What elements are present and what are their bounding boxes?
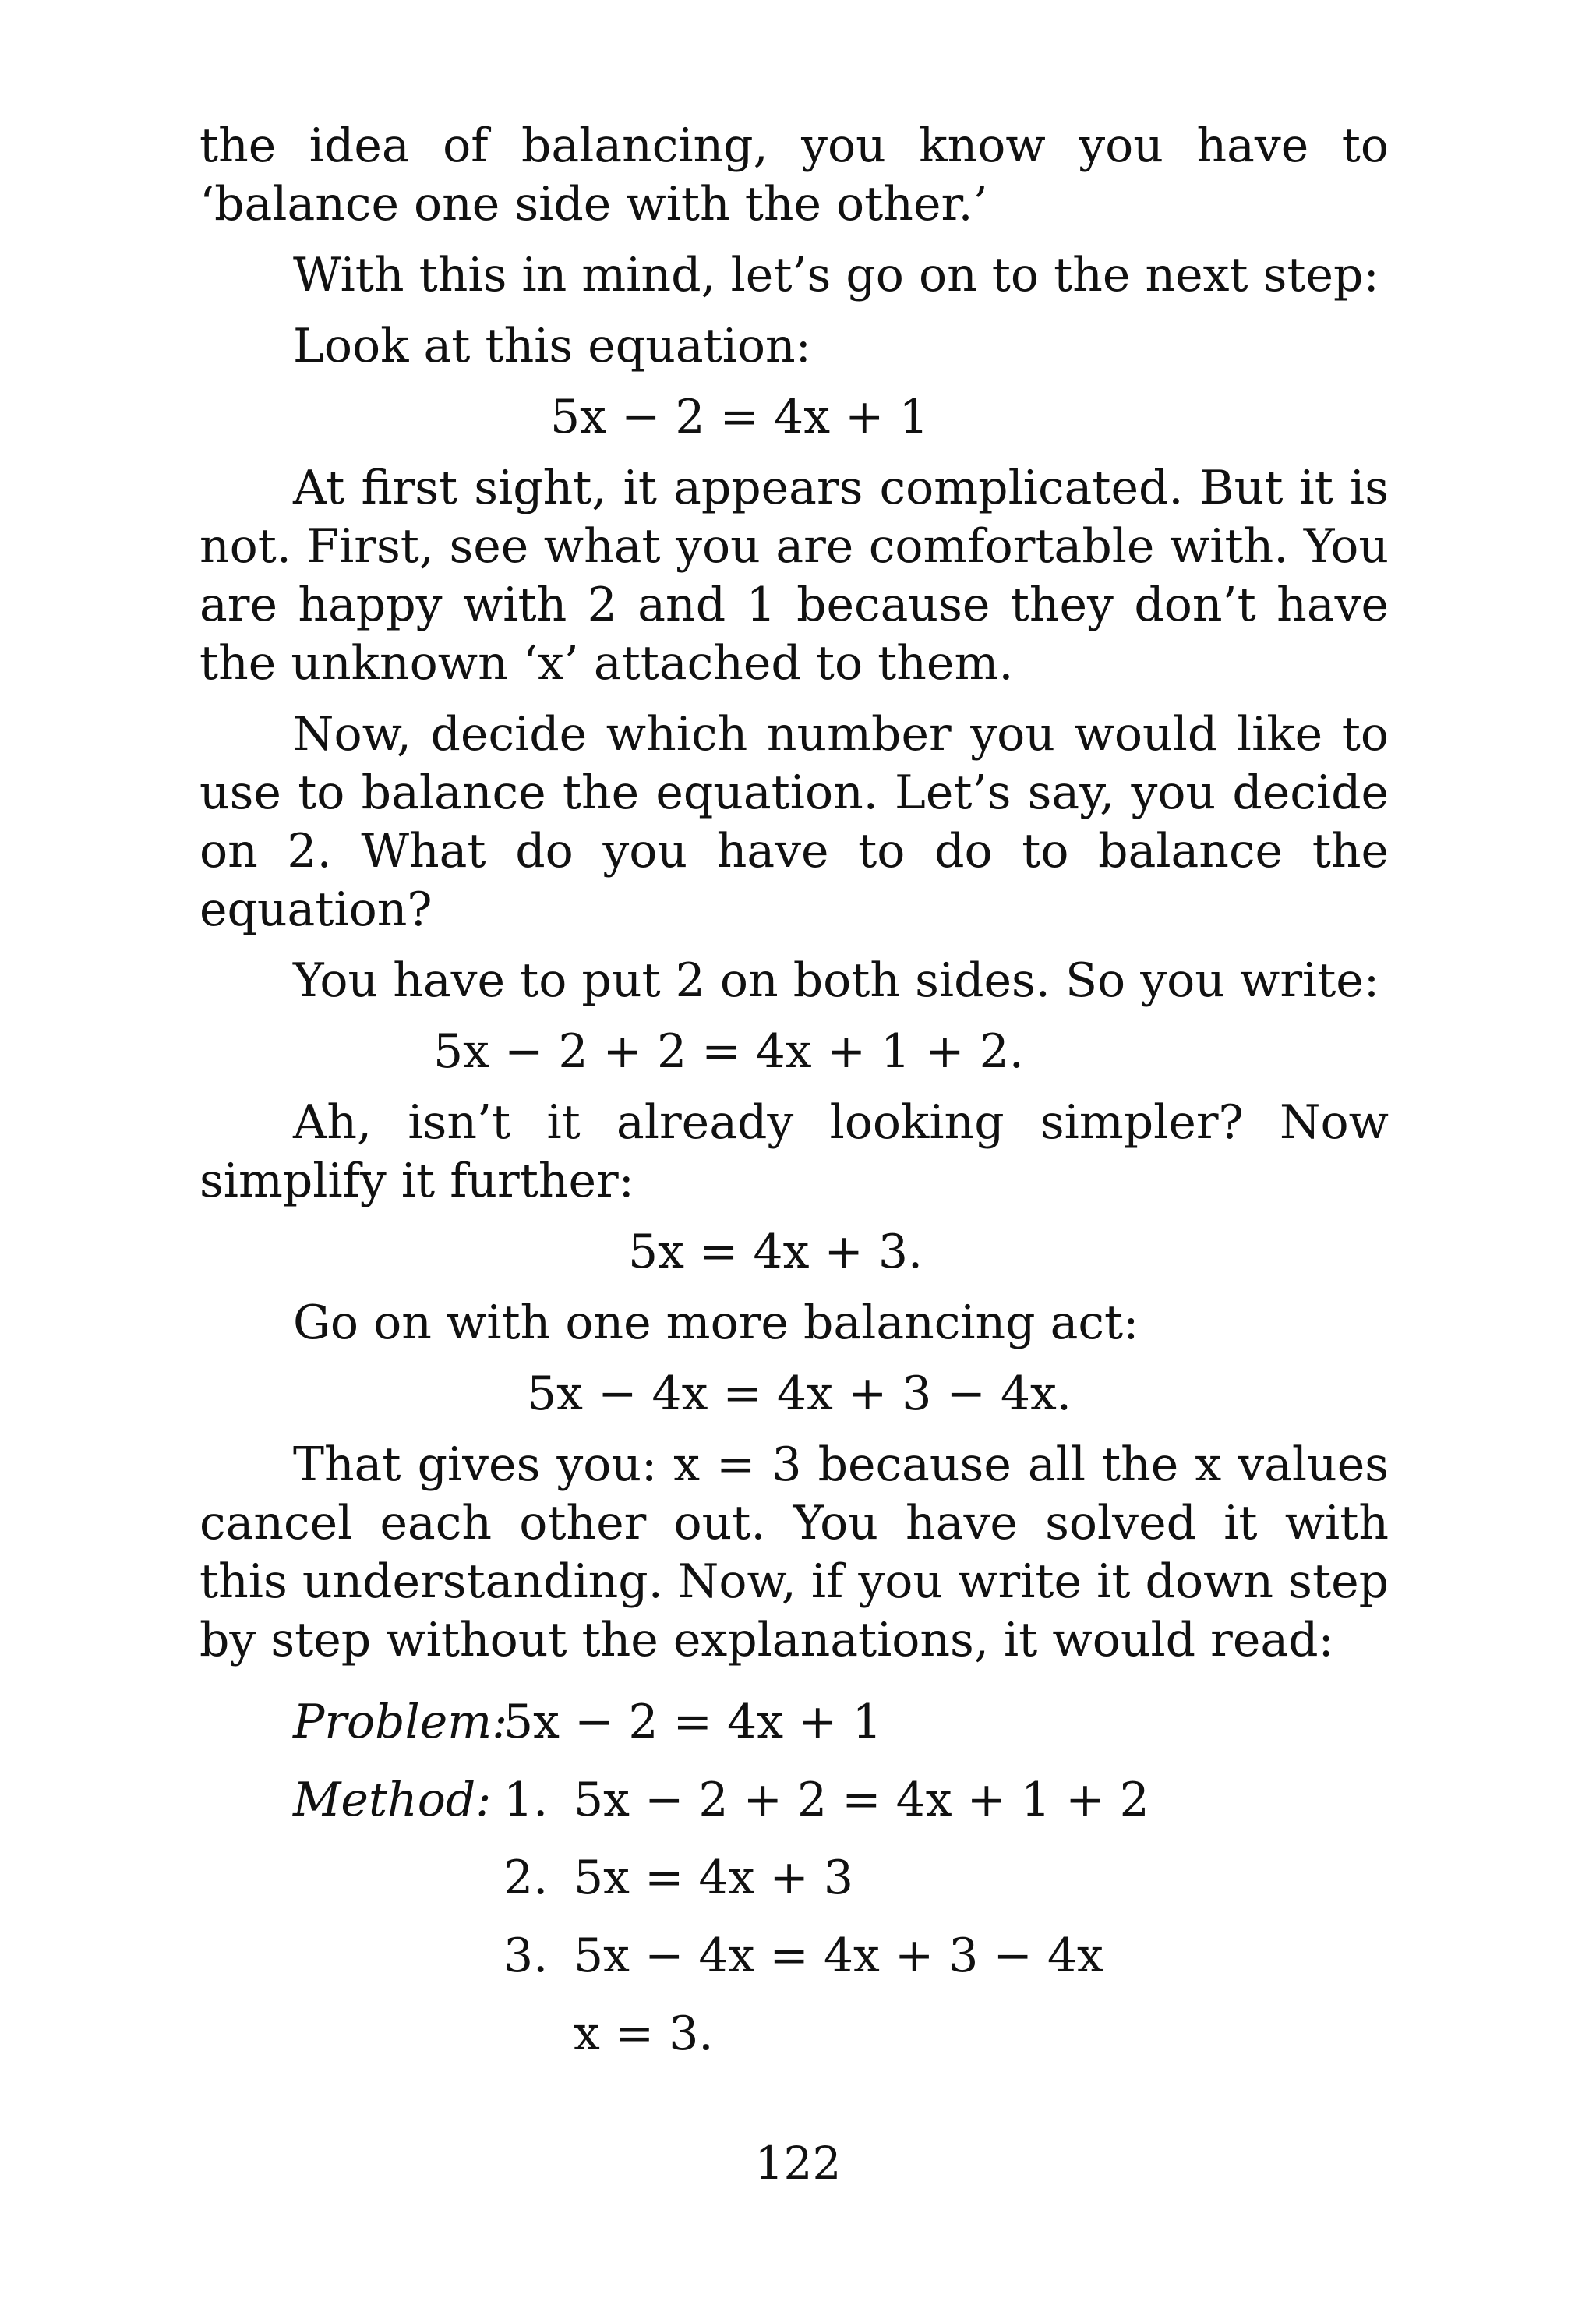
paragraph-3: Look at this equation: xyxy=(293,319,811,373)
paragraph-9: That gives you: x = 3 because all the x values cancel each other out. You have solved it with this understanding. Now, if you write it down step by step without the explanations, it would read: xyxy=(200,1437,1389,1667)
problem-row xyxy=(200,1693,1389,1771)
page-number: 122 xyxy=(754,2137,842,2190)
step-number: 2. xyxy=(503,1851,549,1905)
paragraph-7: Ah, isn’t it already looking simpler? Now simplify it further: xyxy=(200,1095,1389,1208)
step-number: 3. xyxy=(503,1929,549,1983)
method-step-3 xyxy=(200,1927,1389,2005)
result-row xyxy=(200,2005,1389,2083)
paragraph-6: You have to put 2 on both sides. So you write: xyxy=(293,953,1380,1008)
paragraph-8: Go on with one more balancing act: xyxy=(293,1296,1139,1350)
paragraph-2: With this in mind, let’s go on to the next step: xyxy=(293,248,1379,302)
step-expression: 5x = 4x + 3 xyxy=(574,1851,854,1905)
equation-2: 5x − 2 + 2 = 4x + 1 + 2. xyxy=(433,1024,1024,1079)
method-label: Method: xyxy=(293,1773,492,1827)
problem-expression: 5x − 2 = 4x + 1 xyxy=(503,1695,882,1749)
step-expression: 5x − 2 + 2 = 4x + 1 + 2 xyxy=(574,1773,1149,1827)
equation-3: 5x = 4x + 3. xyxy=(628,1225,923,1279)
book-page xyxy=(200,117,1389,2083)
equation-4: 5x − 4x = 4x + 3 − 4x. xyxy=(527,1367,1072,1421)
solution-summary xyxy=(200,1693,1389,2083)
paragraph-4: At first sight, it appears complicated. But it is not. First, see what you are comfortable with. You are happy with 2 and 1 because they don’t have the unknown ‘x’ attached to them. xyxy=(200,461,1389,691)
step-number: 1. xyxy=(503,1773,549,1827)
result-expression: x = 3. xyxy=(574,2007,714,2061)
method-step-2 xyxy=(200,1849,1389,1927)
equation-1: 5x − 2 = 4x + 1 xyxy=(550,390,929,444)
problem-label: Problem: xyxy=(293,1695,508,1749)
step-expression: 5x − 4x = 4x + 3 − 4x xyxy=(574,1929,1103,1983)
paragraph-1: the idea of balancing, you know you have to ‘balance one side with the other.’ xyxy=(200,118,1389,232)
method-step-1 xyxy=(200,1771,1389,1849)
paragraph-5: Now, decide which number you would like to use to balance the equation. Let’s say, you decide on 2. What do you have to do to balance the equation? xyxy=(200,707,1389,937)
